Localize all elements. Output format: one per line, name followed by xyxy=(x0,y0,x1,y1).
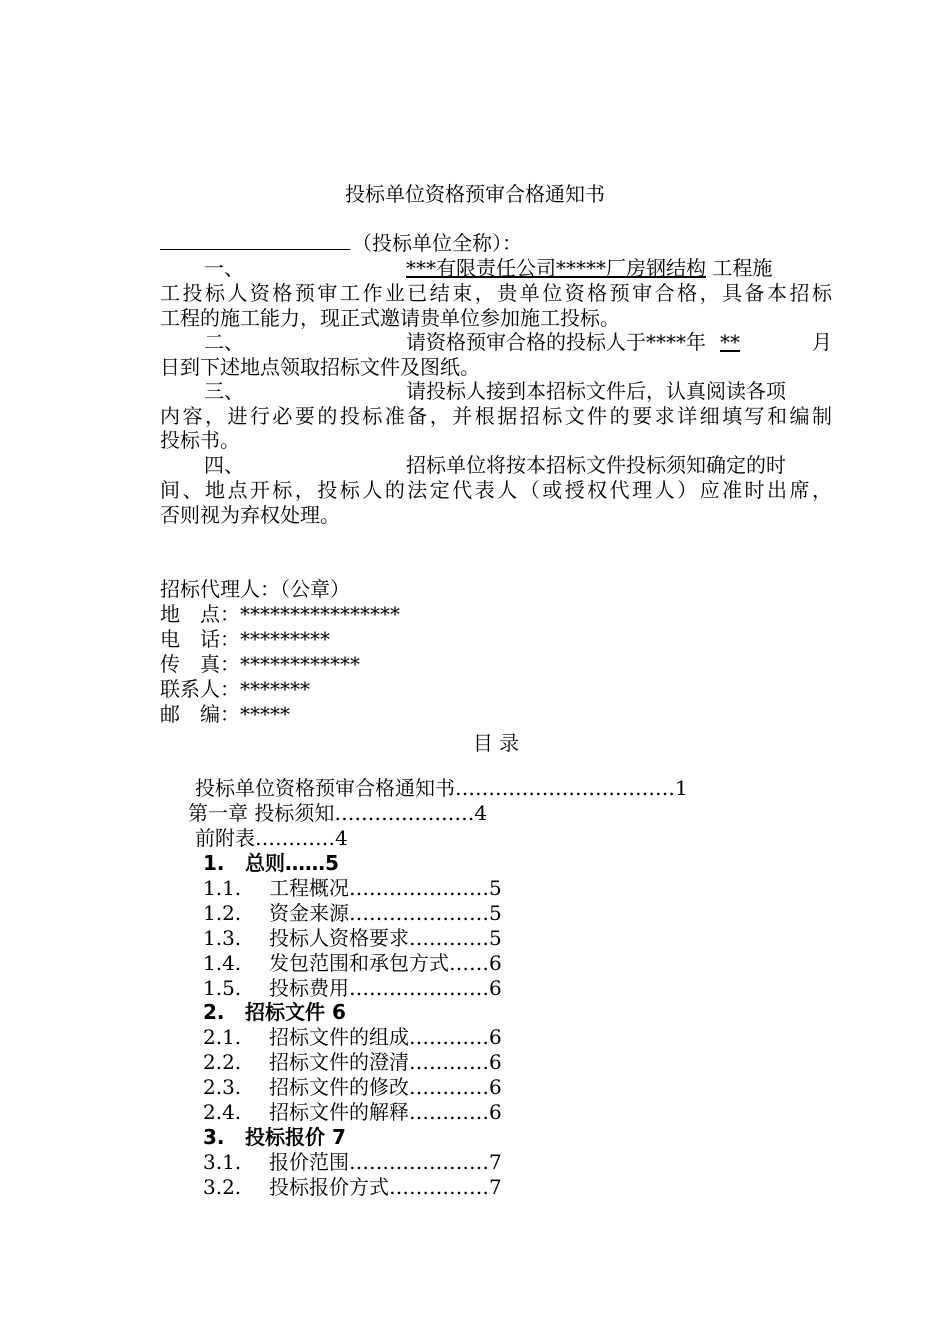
para1-line1 xyxy=(160,256,832,280)
para1-rest: 工程施 xyxy=(712,256,773,280)
toc-subsection-num: 1.3. xyxy=(203,926,242,950)
para2-text2: 月 xyxy=(812,330,832,354)
toc-subsection-title: 工程概况…………………5 xyxy=(269,876,502,900)
toc-entry[interactable]: 第一章 投标须知…………………4 xyxy=(188,801,488,825)
toc-heading: 目 录 xyxy=(472,731,520,755)
toc-subsection-num: 2.4. xyxy=(203,1100,242,1124)
toc-subsection-title: 报价范围…………………7 xyxy=(269,1150,502,1174)
toc-subsection-num: 1.2. xyxy=(203,901,242,925)
toc-subsection-num: 1.1. xyxy=(203,876,242,900)
para4-num: 四、 xyxy=(204,453,244,477)
contact-agent: 招标代理人：（公章） xyxy=(160,577,350,601)
addressee-line xyxy=(160,231,832,255)
toc-section-num: 2. xyxy=(203,1000,225,1024)
toc-subsection[interactable] xyxy=(203,1175,502,1199)
contact-person: 联系人：******* xyxy=(160,677,310,701)
para3-line2: 内容，进行必要的投标准备，并根据招标文件的要求详细填写和编制 xyxy=(160,404,832,428)
toc-section-title: 投标报价 7 xyxy=(245,1125,346,1149)
para4-line2: 间、地点开标，投标人的法定代表人（或授权代理人）应准时出席， xyxy=(160,478,832,502)
toc-subsection[interactable] xyxy=(203,876,502,900)
toc-section-num: 3. xyxy=(203,1125,225,1149)
toc-subsection-title: 招标文件的修改…………6 xyxy=(269,1075,502,1099)
toc-section[interactable] xyxy=(203,1000,346,1024)
para4-line3: 否则视为弃权处理。 xyxy=(160,503,340,527)
contact-postcode: 邮 编：***** xyxy=(160,702,290,726)
para3-line1 xyxy=(160,379,832,403)
toc-subsection-title: 招标文件的解释…………6 xyxy=(269,1100,502,1124)
para2-line2: 日到下述地点领取招标文件及图纸。 xyxy=(160,355,480,379)
para3-text1: 请投标人接到本招标文件后，认真阅读各项 xyxy=(406,379,786,403)
toc-section-title: 总则……5 xyxy=(245,851,339,875)
para3-num: 三、 xyxy=(204,379,244,403)
toc-section-title: 招标文件 6 xyxy=(245,1000,346,1024)
addressee-label: （投标单位全称）： xyxy=(352,231,522,255)
toc-subsection-title: 投标人资格要求…………5 xyxy=(269,926,502,950)
para2-month: ** xyxy=(720,330,740,354)
para2-line1 xyxy=(160,330,832,354)
toc-subsection-title: 招标文件的组成…………6 xyxy=(269,1025,502,1049)
toc-section[interactable] xyxy=(203,1125,346,1149)
toc-subsection-title: 投标费用…………………6 xyxy=(269,976,502,1000)
toc-subsection-num: 2.1. xyxy=(203,1025,242,1049)
para3-line3: 投标书。 xyxy=(160,428,240,452)
toc-subsection-num: 3.1. xyxy=(203,1150,242,1174)
contact-fax: 传 真：************ xyxy=(160,652,360,676)
toc-subsection[interactable] xyxy=(203,1150,502,1174)
contact-phone: 电 话：********* xyxy=(160,627,330,651)
notice-title: 投标单位资格预审合格通知书 xyxy=(345,182,605,206)
toc-subsection-num: 1.5. xyxy=(203,976,242,1000)
para4-text1: 招标单位将按本招标文件投标须知确定的时 xyxy=(406,453,786,477)
toc-subsection[interactable] xyxy=(203,901,502,925)
toc-section-num: 1. xyxy=(203,851,225,875)
toc-subsection-num: 1.4. xyxy=(203,951,242,975)
contact-address: 地 点：**************** xyxy=(160,602,400,626)
toc-subsection[interactable] xyxy=(203,1100,502,1124)
toc-subsection[interactable] xyxy=(203,976,502,1000)
para4-line1 xyxy=(160,453,832,477)
toc-subsection-title: 资金来源…………………5 xyxy=(269,901,502,925)
toc-subsection[interactable] xyxy=(203,1075,502,1099)
toc-subsection-title: 招标文件的澄清…………6 xyxy=(269,1050,502,1074)
toc-subsection-title: 投标报价方式……………7 xyxy=(269,1175,502,1199)
toc-subsection[interactable] xyxy=(203,1050,502,1074)
para1-num: 一、 xyxy=(204,256,244,280)
toc-entry[interactable]: 前附表…………4 xyxy=(195,826,348,850)
addressee-blank xyxy=(160,231,350,250)
toc-subsection[interactable] xyxy=(203,1025,502,1049)
toc-section[interactable] xyxy=(203,851,339,875)
toc-subsection[interactable] xyxy=(203,951,502,975)
toc-subsection-num: 2.2. xyxy=(203,1050,242,1074)
para2-num: 二、 xyxy=(204,330,244,354)
para2-text1: 请资格预审合格的投标人于****年 xyxy=(406,330,706,354)
toc-subsection-num: 2.3. xyxy=(203,1075,242,1099)
toc-subsection-num: 3.2. xyxy=(203,1175,242,1199)
para1-line2: 工投标人资格预审工作业已结束，贵单位资格预审合格，具备本招标 xyxy=(160,281,832,305)
para1-company: ***有限责任公司*****厂房钢结构 xyxy=(406,256,706,280)
para1-line3: 工程的施工能力，现正式邀请贵单位参加施工投标。 xyxy=(160,306,620,330)
toc-subsection-title: 发包范围和承包方式……6 xyxy=(269,951,502,975)
toc-entry[interactable]: 投标单位资格预审合格通知书……………………………1 xyxy=(195,776,688,800)
toc-subsection[interactable] xyxy=(203,926,502,950)
